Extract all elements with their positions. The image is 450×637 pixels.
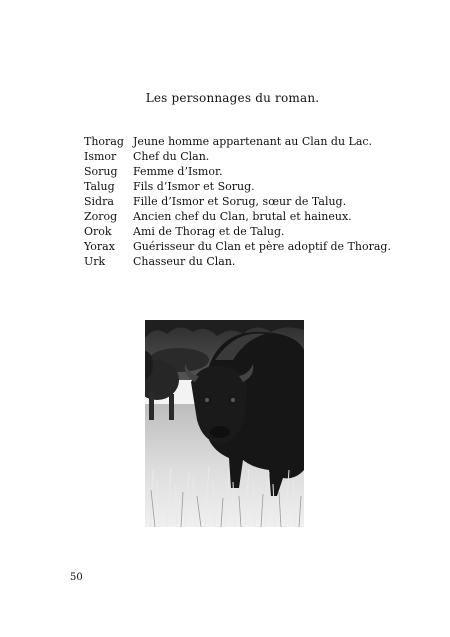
character-description: Guérisseur du Clan et père adoptif de Thorag. — [133, 240, 391, 253]
character-name: Orok — [84, 225, 112, 238]
character-description: Jeune homme appartenant au Clan du Lac. — [133, 135, 373, 148]
page-title: Les personnages du roman. — [145, 91, 320, 105]
character-description: Ami de Thorag et de Talug. — [133, 225, 285, 238]
character-row — [84, 254, 391, 269]
character-name: Urk — [84, 255, 106, 268]
character-description: Chasseur du Clan. — [133, 255, 236, 268]
character-row — [84, 209, 391, 224]
character-description: Fils d’Ismor et Sorug. — [133, 180, 255, 193]
character-description: Fille d’Ismor et Sorug, sœur de Talug. — [133, 195, 347, 208]
character-name: Ismor — [84, 150, 117, 163]
character-description: Chef du Clan. — [133, 150, 210, 163]
page-number: 50 — [70, 572, 83, 583]
character-row — [84, 134, 391, 149]
character-row — [84, 149, 391, 164]
character-row — [84, 194, 391, 209]
bison-photo — [145, 320, 304, 527]
character-name: Sorug — [84, 165, 118, 178]
character-row — [84, 179, 391, 194]
character-row — [84, 164, 391, 179]
character-name: Sidra — [84, 195, 114, 208]
character-name: Zorog — [84, 210, 118, 223]
character-row — [84, 239, 391, 254]
character-list — [84, 134, 391, 269]
character-description: Ancien chef du Clan, brutal et haineux. — [133, 210, 352, 223]
character-row — [84, 224, 391, 239]
character-description: Femme d’Ismor. — [133, 165, 223, 178]
character-name: Thorag — [84, 135, 124, 148]
character-name: Talug — [84, 180, 115, 193]
character-name: Yorax — [84, 240, 115, 253]
